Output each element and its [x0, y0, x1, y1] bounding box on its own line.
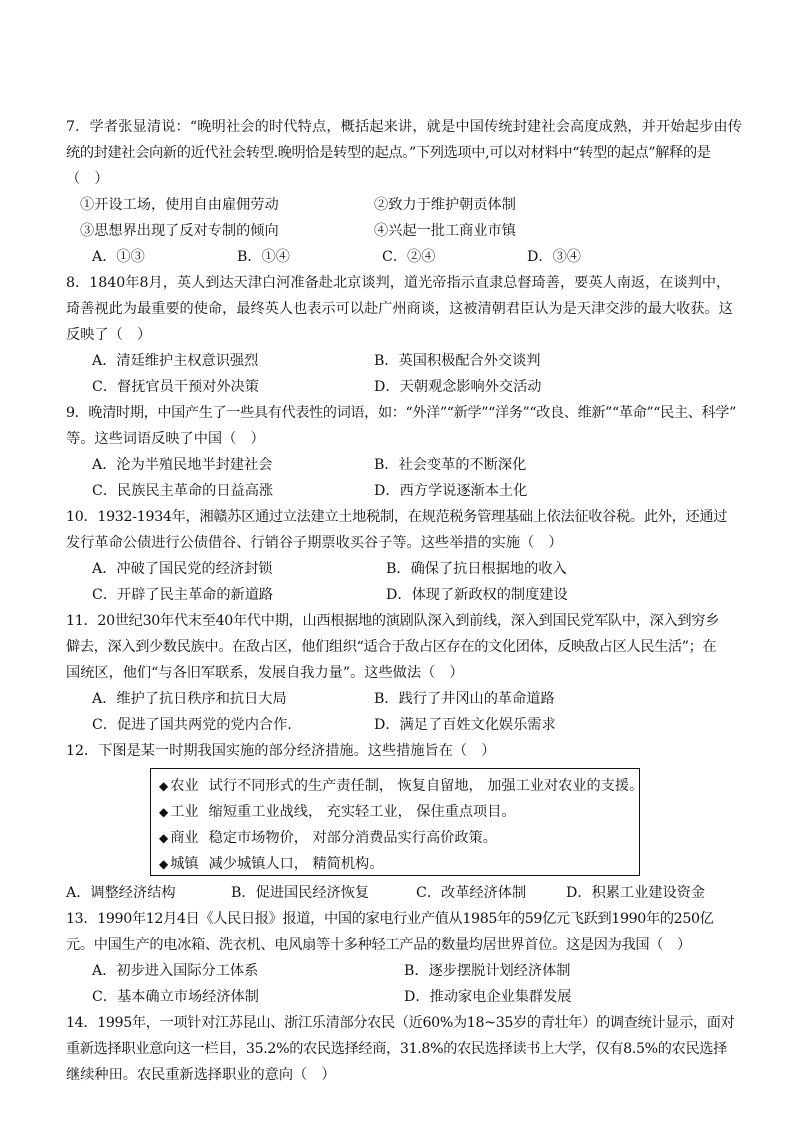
question-stem-line: 发行革命公债进行公债借谷、行销谷子期票收买谷子等。这些举措的实施（ ）: [66, 535, 563, 551]
measure-item: [159, 825, 639, 851]
question-stem-line: 元。中国生产的电冰箱、洗衣机、电风扇等十多种轻工产品的数量均居世界首位。这是因为我国（ ）: [66, 937, 691, 953]
option-c[interactable]: C．督抚官员干预对外决策: [92, 379, 259, 395]
option-row: [66, 452, 736, 478]
option-row: [66, 880, 736, 906]
option-row: [66, 686, 736, 712]
question-stem-line: 反映了（ ）: [66, 327, 152, 343]
question-stem-line: 13．1990年12月4日《人民日报》报道，中国的家电行业产值从1985年的59亿元飞跃到1990年的250亿: [66, 911, 714, 927]
measure-item: [159, 851, 639, 877]
option-a[interactable]: A．沦为半殖民地半封建社会: [92, 457, 273, 473]
question-stem-line: 重新选择职业意向这一栏目，35.2%的农民选择经商，31.8%的农民选择读书上大学，仅有8.5%的农民选择: [66, 1041, 727, 1057]
option-row: [66, 958, 736, 984]
option-b[interactable]: B．社会变革的不断深化: [374, 457, 527, 473]
option-b[interactable]: B．逐步摆脱计划经济体制: [404, 963, 571, 979]
option-d[interactable]: D．推动家电企业集群发展: [404, 989, 572, 1005]
measure-sector: 工业: [170, 804, 199, 820]
option-a[interactable]: A．初步进入国际分工体系: [92, 963, 259, 979]
question-stem-line: 8．1840年8月，英人到达天津白河准备赴北京谈判，道光帝指示直隶总督琦善，要英人南返，在谈判中，: [66, 275, 731, 291]
diamond-bullet-icon: ◆: [159, 805, 169, 819]
question-stem-line: （ ）: [66, 171, 109, 187]
measure-text: 缩短重工业战线， 充实轻工业， 保住重点项目。: [208, 804, 516, 820]
question-12: [66, 738, 736, 906]
option-b[interactable]: B．①④: [237, 249, 290, 265]
question-14: [66, 1010, 736, 1088]
option-c[interactable]: C．②④: [382, 249, 436, 265]
question-stem-line: 琦善视此为最重要的使命，最终英人也表示可以赴广州商谈，这被清朝君臣认为是天津交涉的最大收获。这: [66, 301, 733, 317]
question-stem-line: 14．1995年，一项针对江苏昆山、浙江乐清部分农民（近60%为18~35岁的青壮年）的调查统计显示，面对: [66, 1015, 735, 1031]
measure-text: 稳定市场物价， 对部分消费品实行高价政策。: [208, 830, 497, 846]
exam-page: [66, 114, 743, 1088]
question-13: [66, 906, 736, 1010]
diamond-bullet-icon: ◆: [159, 831, 169, 845]
question-stem-line: 10．1932-1934年，湘赣苏区通过立法建立土地税制，在规范税务管理基础上依法征收谷税。此外，还通过: [66, 509, 728, 525]
question-stem-line: 9．晚清时期，中国产生了一些具有代表性的词语，如：“外洋”“新学”“洋务”“改良、维新”“革命”“民主、科学”: [66, 405, 736, 421]
measure-item: [159, 799, 639, 825]
option-row: [66, 478, 736, 504]
option-row: [66, 374, 736, 400]
option-b[interactable]: B．确保了抗日根据地的收入: [386, 561, 567, 577]
option-row: [66, 244, 736, 270]
question-stem-line: 12．下图是某一时期我国实施的部分经济措施。这些措施旨在（ ）: [66, 743, 496, 759]
option-c[interactable]: C．促进了国共两党的党内合作.: [92, 717, 292, 733]
option-c[interactable]: C．基本确立市场经济体制: [92, 989, 259, 1005]
question-8: [66, 270, 736, 400]
option-a[interactable]: A．调整经济结构: [66, 885, 176, 901]
option-a[interactable]: A．维护了抗日秩序和抗日大局: [92, 691, 287, 707]
option-row: [66, 348, 736, 374]
economic-measures-box: [150, 768, 644, 876]
option-row: [66, 712, 736, 738]
question-stem-line: 僻去，深入到少数民族中。在敌占区，他们组织“适合于敌占区存在的文化团体，反映敌占区人民生活”；在: [66, 639, 717, 655]
option-d[interactable]: D．体现了新政权的制度建设: [386, 587, 568, 603]
option-a[interactable]: A．①③: [92, 249, 145, 265]
diamond-bullet-icon: ◆: [159, 779, 169, 793]
statement-row: [66, 192, 736, 218]
option-d[interactable]: D．天朝观念影响外交活动: [374, 379, 542, 395]
statement-row: [66, 218, 736, 244]
option-d[interactable]: D．西方学说逐渐本土化: [374, 483, 528, 499]
question-stem-line: 继续种田。农民重新选择职业的意向（ ）: [66, 1067, 336, 1083]
option-row: [66, 582, 736, 608]
option-d[interactable]: D．满足了百姓文化娱乐需求: [374, 717, 556, 733]
question-stem-line: 11．20世纪30年代末至40年代中期，山西根据地的演剧队深入到前线，深入到国民党军队中，深入到穷乡: [66, 613, 720, 629]
measure-sector: 农业: [170, 778, 199, 794]
option-a[interactable]: A．冲破了国民党的经济封锁: [92, 561, 273, 577]
diamond-bullet-icon: ◆: [159, 857, 169, 871]
question-9: [66, 400, 736, 504]
option-d[interactable]: D．积累工业建设资金: [566, 885, 706, 901]
question-stem-line: 国统区，他们“与各旧军联系，发展自我力量”。这些做法（ ）: [66, 665, 464, 681]
measure-sector: 商业: [170, 830, 199, 846]
question-stem-line: 等。这些词语反映了中国（ ）: [66, 431, 265, 447]
question-10: [66, 504, 736, 608]
statement: ①开设工场，使用自由雇佣劳动: [80, 197, 279, 213]
option-c[interactable]: C．改革经济体制: [416, 885, 527, 901]
option-b[interactable]: B．促进国民经济恢复: [231, 885, 370, 901]
option-d[interactable]: D．③④: [527, 249, 581, 265]
option-row: [66, 556, 736, 582]
question-stem-line: 统的封建社会向新的近代社会转型.晚明恰是转型的起点。”下列选项中,可以对材料中“转型的起点”解释的是: [66, 145, 711, 161]
question-stem-line: 7．学者张显清说：“晚明社会的时代特点，概括起来讲，就是中国传统封建社会高度成熟，并开始起步由传: [66, 119, 743, 135]
measure-item: [159, 773, 644, 799]
statement: ③思想界出现了反对专制的倾向: [80, 223, 279, 239]
measure-text: 试行不同形式的生产责任制， 恢复自留地， 加强工业对农业的支援。: [208, 778, 644, 794]
option-row: [66, 984, 736, 1010]
measure-sector: 城镇: [170, 856, 199, 872]
option-a[interactable]: A．清廷维护主权意识强烈: [92, 353, 259, 369]
option-b[interactable]: B．践行了井冈山的革命道路: [374, 691, 555, 707]
option-c[interactable]: C．民族民主革命的日益高涨: [92, 483, 274, 499]
option-b[interactable]: B．英国积极配合外交谈判: [374, 353, 541, 369]
question-7: [66, 114, 743, 270]
option-c[interactable]: C．开辟了民主革命的新道路: [92, 587, 274, 603]
statement: ②致力于维护朝贡体制: [374, 197, 516, 213]
measure-text: 减少城镇人口， 精简机构。: [208, 856, 384, 872]
question-11: [66, 608, 736, 738]
statement: ④兴起一批工商业市镇: [374, 223, 516, 239]
